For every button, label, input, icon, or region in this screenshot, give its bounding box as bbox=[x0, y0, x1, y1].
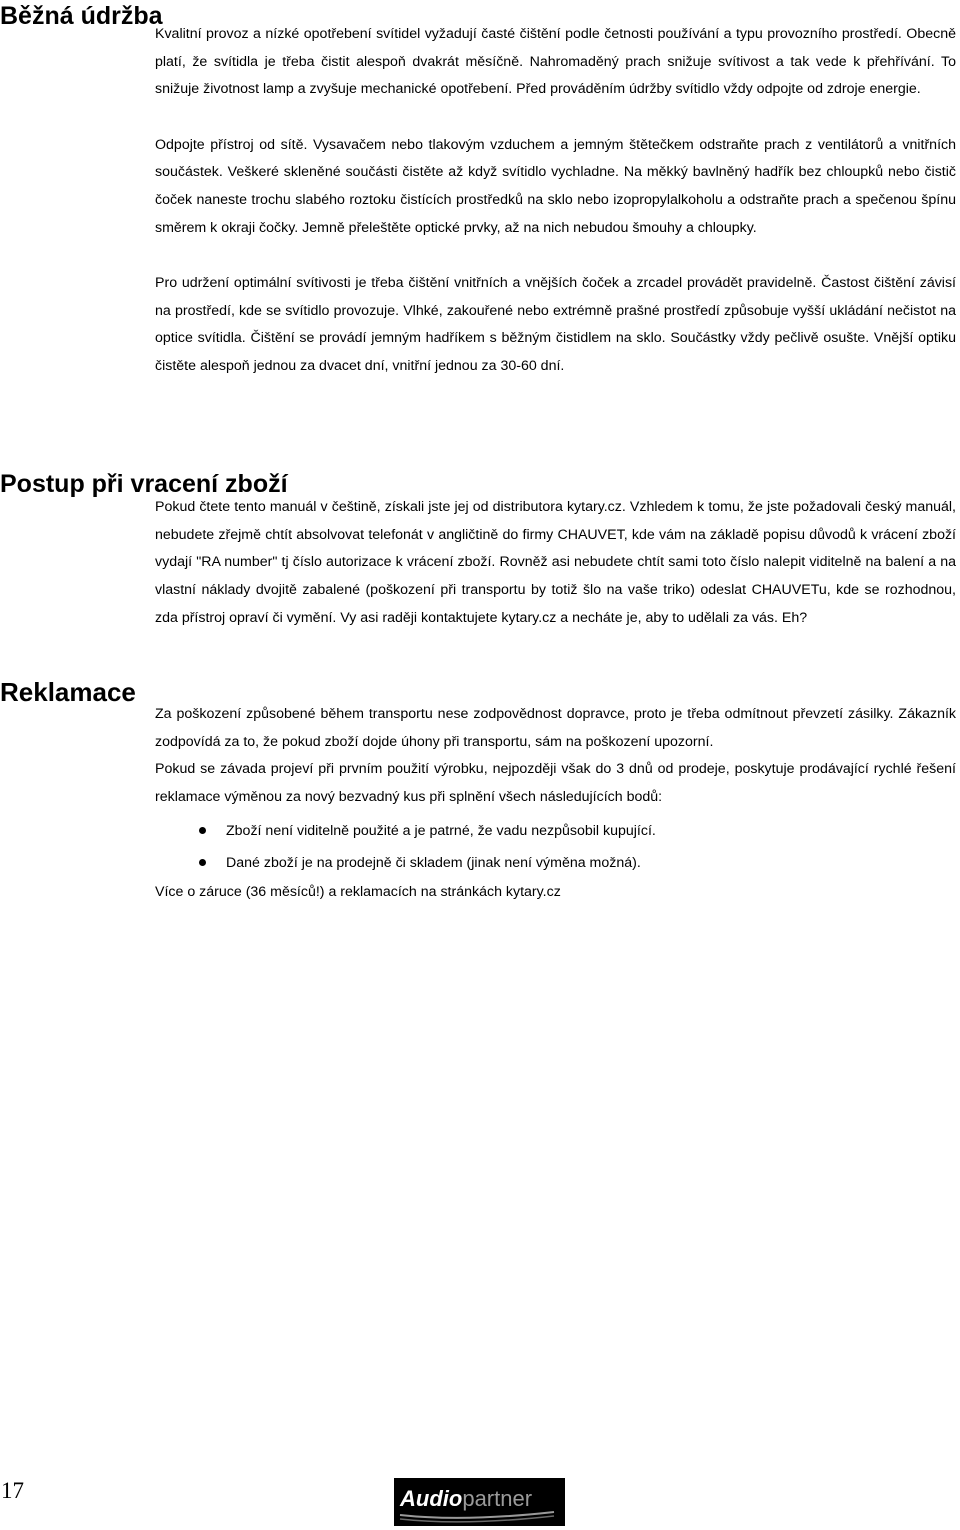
maintenance-paragraph-3: Pro udržení optimální svítivosti je třeba čištění vnitřních a vnějších čoček a zrcadel provádět pravidelně. Častost čištění závisí na prostředí, kde se svítidlo provozuje. Vlhké, zakouřené nebo extrémně prašné prostředí způsobuje vyšší ukládání nečistot na optice svítidla. Čištění se provádí jemným hadříkem s běžným čistidlem na sklo. Součástky vždy pečlivě osušte. Vnější optiku čistěte alespoň jednou za dvacet dní, vnitřní jednou za 30-60 dní. bbox=[155, 274, 956, 375]
heading-maintenance: Běžná údržba bbox=[0, 2, 163, 30]
claims-conditions-list bbox=[155, 815, 956, 879]
heading-claims: Reklamace bbox=[0, 677, 136, 707]
bullet-icon bbox=[199, 827, 206, 834]
returns-paragraph: Pokud čtete tento manuál v češtině, získali jste jej od distributora kytary.cz. Vzhledem k tomu, že jste požadovali český manuál, nebudete zřejmě chtít absolvovat telefonát v angličtině do firmy CHAUVET, kde vám na základě popisu důvodů k vrácení zboží vydají "RA number" tj číslo autorizace k vrácení zboží. Rovněž asi nebudete chtít sami toto číslo nalepit viditelně na balení a na vlastní náklady dvojitě zabalené (poškození při transportu by totiž šlo na vaše triko) odeslat CHAUVETu, kde se rozhodnou, zda přístroj opraví či vymění. Vy asi raději kontaktujete kytary.cz a necháte je, aby to udělali za vás. Eh? bbox=[155, 499, 956, 626]
audiopartner-logo bbox=[394, 1478, 565, 1526]
maintenance-body bbox=[155, 21, 956, 381]
list-item-text: Dané zboží je na prodejně či skladem (jinak není výměna možná). bbox=[226, 854, 641, 871]
heading-returns: Postup při vracení zboží bbox=[0, 470, 288, 498]
claims-more-info: Více o záruce (36 měsíců!) a reklamacích na stránkách kytary.cz bbox=[155, 883, 561, 900]
logo-light-text: partner bbox=[462, 1486, 533, 1511]
claims-paragraph-2: Pokud se závada projeví při prvním použití výrobku, nejpozději však do 3 dnů od prodeje, poskytuje prodávající rychlé řešení reklamace výměnou za nový bezvadný kus při splnění všech následujících bodů: bbox=[155, 761, 956, 806]
list-item-text: Zboží není viditelně použité a je patrné, že vadu nezpůsobil kupující. bbox=[226, 822, 656, 839]
claims-paragraph-1: Za poškození způsobené během transportu nese zodpovědnost dopravce, proto je třeba odmítnout převzetí zásilky. Zákazník zodpovídá za to, že pokud zboží dojde úhony při transportu, sám na poškození upozorní. bbox=[155, 706, 956, 750]
logo-swoosh-icon bbox=[394, 1478, 565, 1526]
maintenance-paragraph-1: Kvalitní provoz a nízké opotřebení svítidel vyžadují časté čištění podle četnosti používání a typu provozního prostředí. Obecně platí, že svítidla je třeba čistit alespoň dvakrát měsíčně. Nahromaděný prach snižuje svítivost a tak vede k přehřívání. To snižuje životnost lamp a zvyšuje mechanické opotřebení. Před prováděním údržby svítidlo vždy odpojte od zdroje energie. bbox=[155, 26, 956, 98]
logo-bold-text: Audio bbox=[400, 1486, 463, 1511]
list-item bbox=[155, 815, 956, 847]
claims-body bbox=[155, 701, 956, 907]
bullet-icon bbox=[199, 859, 206, 866]
returns-body bbox=[155, 494, 956, 633]
maintenance-paragraph-2: Odpojte přístroj od sítě. Vysavačem nebo tlakovým vzduchem a jemným štětečkem odstraňte prach z ventilátorů a vnitřních součástek. Veškeré skleněné součásti čistěte až když svítidlo vychladne. Na měkký bavlněný hadřík bez chloupků nebo čistič čoček naneste trochu slabého roztoku čistících prostředků na sklo nebo izopropylalkoholu a odstraňte prach a spečenou špínu směrem k okraji čočky. Jemně přeleštěte optické prvky, až na nich nebudou šmouhy a chloupky. bbox=[155, 136, 956, 236]
page-number: 17 bbox=[1, 1478, 24, 1503]
list-item bbox=[155, 847, 956, 879]
